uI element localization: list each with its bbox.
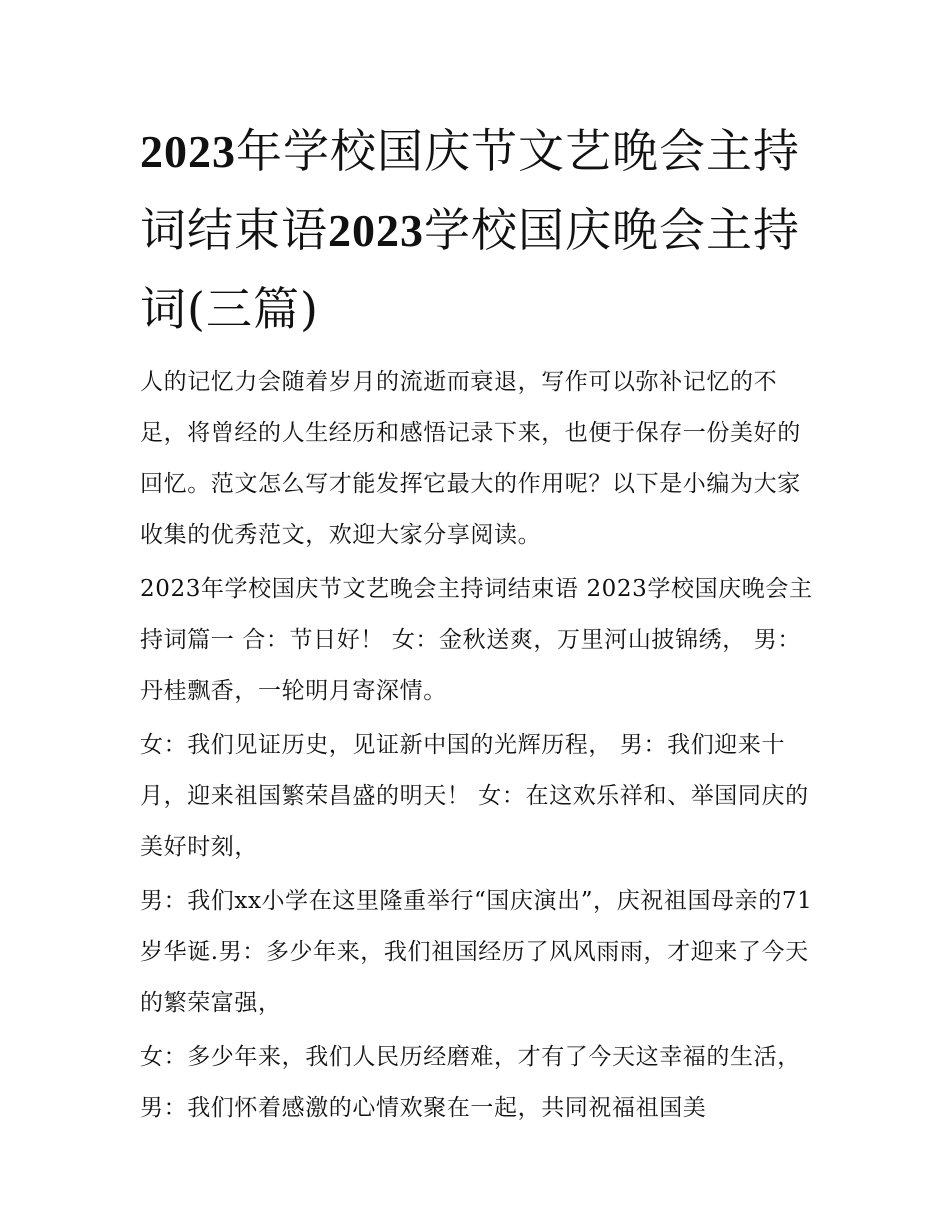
paragraph-opening: 2023年学校国庆节文艺晚会主持词结束语 2023学校国庆晚会主持词篇一 合：节日好！ 女：金秋送爽，万里河山披锦绣， 男：丹桂飘香，一轮明月寄深情。: [140, 576, 813, 704]
title-text-2: 学校国庆晚会主持词(三篇): [140, 203, 800, 336]
paragraph-celebration: 男：我们xx小学在这里隆重举行“国庆演出”，庆祝祖国母亲的71岁华诞.男：多少年来，我们祖国经历了风风雨雨，才迎来了今天的繁荣富强，: [140, 888, 813, 1016]
title-year-2: 2023: [328, 205, 424, 256]
paragraph-gratitude: 女：多少年来，我们人民历经磨难，才有了今天这幸福的生活， 男：我们怀着感激的心情欢聚在一起，共同祝福祖国美: [140, 1044, 801, 1121]
paragraph-history: 女：我们见证历史，见证新中国的光辉历程， 男：我们迎来十月，迎来祖国繁荣昌盛的明天！ 女：在这欢乐祥和、举国同庆的美好时刻，: [140, 732, 809, 860]
document-body: [140, 357, 820, 1137]
paragraph-intro: 人的记忆力会随着岁月的流逝而衰退，写作可以弥补记忆的不足，将曾经的人生经历和感悟记录下来，也便于保存一份美好的回忆。范文怎么写才能发挥它最大的作用呢？以下是小编为大家收集的优秀范文，欢迎大家分享阅读。: [140, 369, 801, 548]
title-year-1: 2023: [140, 126, 236, 177]
document-title: [140, 112, 810, 348]
title-text-1: 年学校国庆节文艺晚会主持词结束语: [140, 124, 800, 257]
